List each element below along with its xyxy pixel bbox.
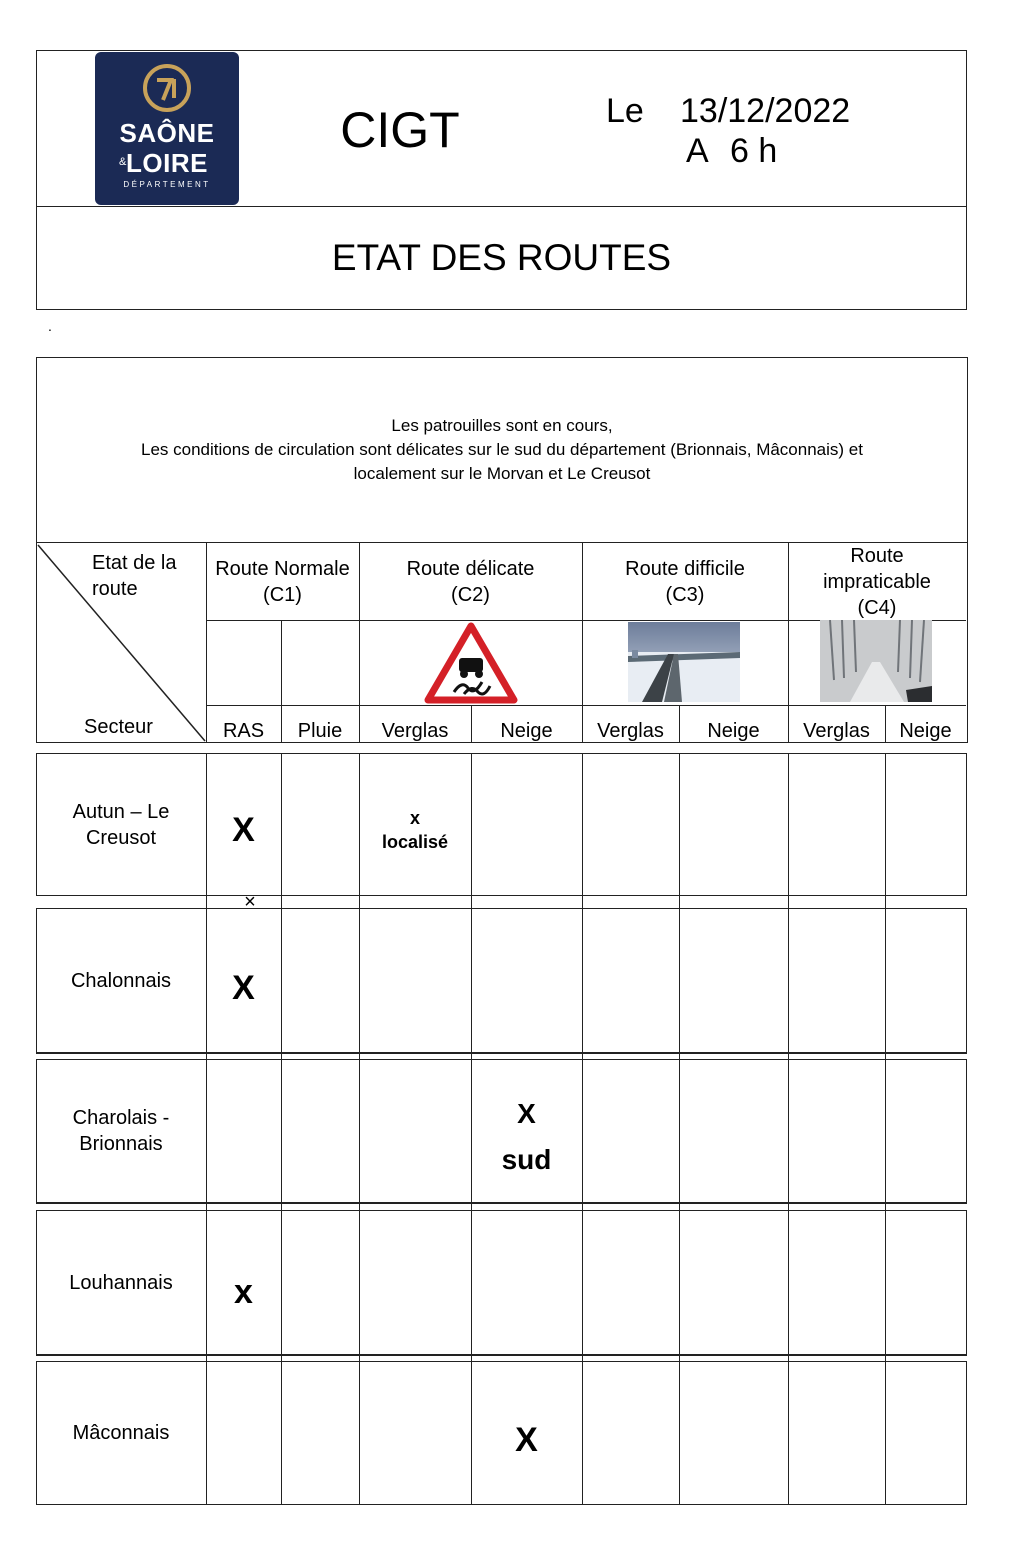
stray-dot: . <box>48 318 52 334</box>
date-value: 13/12/2022 <box>680 92 851 130</box>
subheader-ras: RAS <box>222 719 265 742</box>
cell-autun-c2-verglas: x localisé <box>381 808 449 852</box>
info-box <box>36 357 968 543</box>
category-c1: Route Normale (C1) <box>215 557 350 606</box>
snow-forest-road-photo-icon <box>820 620 932 702</box>
corner-top-label: Etat de la route <box>92 552 177 600</box>
page-title: ETAT DES ROUTES <box>331 237 672 278</box>
cell-louhannais-ras: x <box>234 1273 253 1311</box>
subheader-c4-verglas: Verglas <box>803 719 870 742</box>
vline-body <box>359 753 360 1505</box>
vline-body <box>281 753 282 1505</box>
logo-line2: LOIRE <box>126 148 208 178</box>
time-value: 6 h <box>730 132 778 170</box>
sector-label-autun: Autun – Le Creusot <box>72 800 170 849</box>
cell-charolais-c2-neige: X sud <box>501 1098 552 1175</box>
time-prefix: A <box>686 132 709 170</box>
vline-body <box>885 753 886 1505</box>
row-gap-line <box>36 1355 967 1356</box>
snowy-road-photo-icon <box>628 622 740 702</box>
sector-label-charolais: Charolais - Brionnais <box>72 1107 170 1155</box>
info-line3: localement sur le Morvan et Le Creusot <box>353 464 651 483</box>
logo-amp: & <box>119 156 127 168</box>
sector-label-maconnais: Mâconnais <box>72 1422 170 1444</box>
corner-bottom-label: Secteur <box>84 716 153 738</box>
subheader-c3-neige: Neige <box>707 719 760 742</box>
department-logo <box>95 52 239 205</box>
logo-line3: DÉPARTEMENT <box>123 180 211 189</box>
logo-line1: SAÔNE <box>119 118 215 148</box>
vline-body <box>582 753 583 1505</box>
category-c2: Route délicate (C2) <box>406 557 535 606</box>
vline-body <box>788 753 789 1505</box>
subheader-pluie: Pluie <box>297 719 343 742</box>
info-line1: Les patrouilles sont en cours, <box>391 416 613 435</box>
header-hline-2 <box>206 705 966 706</box>
row-gap-line <box>36 1053 967 1054</box>
cell-autun-ras: X <box>232 811 255 849</box>
vline-body <box>679 753 680 1505</box>
row-gap-line <box>36 1203 967 1204</box>
info-line2: Les conditions de circulation sont délicates sur le sud du département (Brionnais, Mâconnais) et <box>141 440 863 459</box>
sector-label-chalonnais: Chalonnais <box>70 969 172 992</box>
org-title: CIGT <box>340 102 460 158</box>
cell-maconnais-c2-neige: X <box>515 1420 538 1459</box>
category-c3: Route difficile (C3) <box>625 557 745 606</box>
date-prefix: Le <box>606 92 644 130</box>
cell-chalonnais-ras: X <box>232 968 255 1007</box>
subheader-c2-neige: Neige <box>500 719 553 742</box>
logo-emblem-icon <box>141 62 193 114</box>
category-c4: Route impraticable (C4) <box>823 544 931 619</box>
slippery-road-sign-icon <box>424 622 518 704</box>
subheader-c2-verglas: Verglas <box>381 719 449 742</box>
sector-label-louhannais: Louhannais <box>69 1271 173 1294</box>
stray-cross-mark: × <box>244 890 256 913</box>
subheader-c4-neige: Neige <box>899 719 952 742</box>
subheader-c3-verglas: Verglas <box>597 719 664 742</box>
